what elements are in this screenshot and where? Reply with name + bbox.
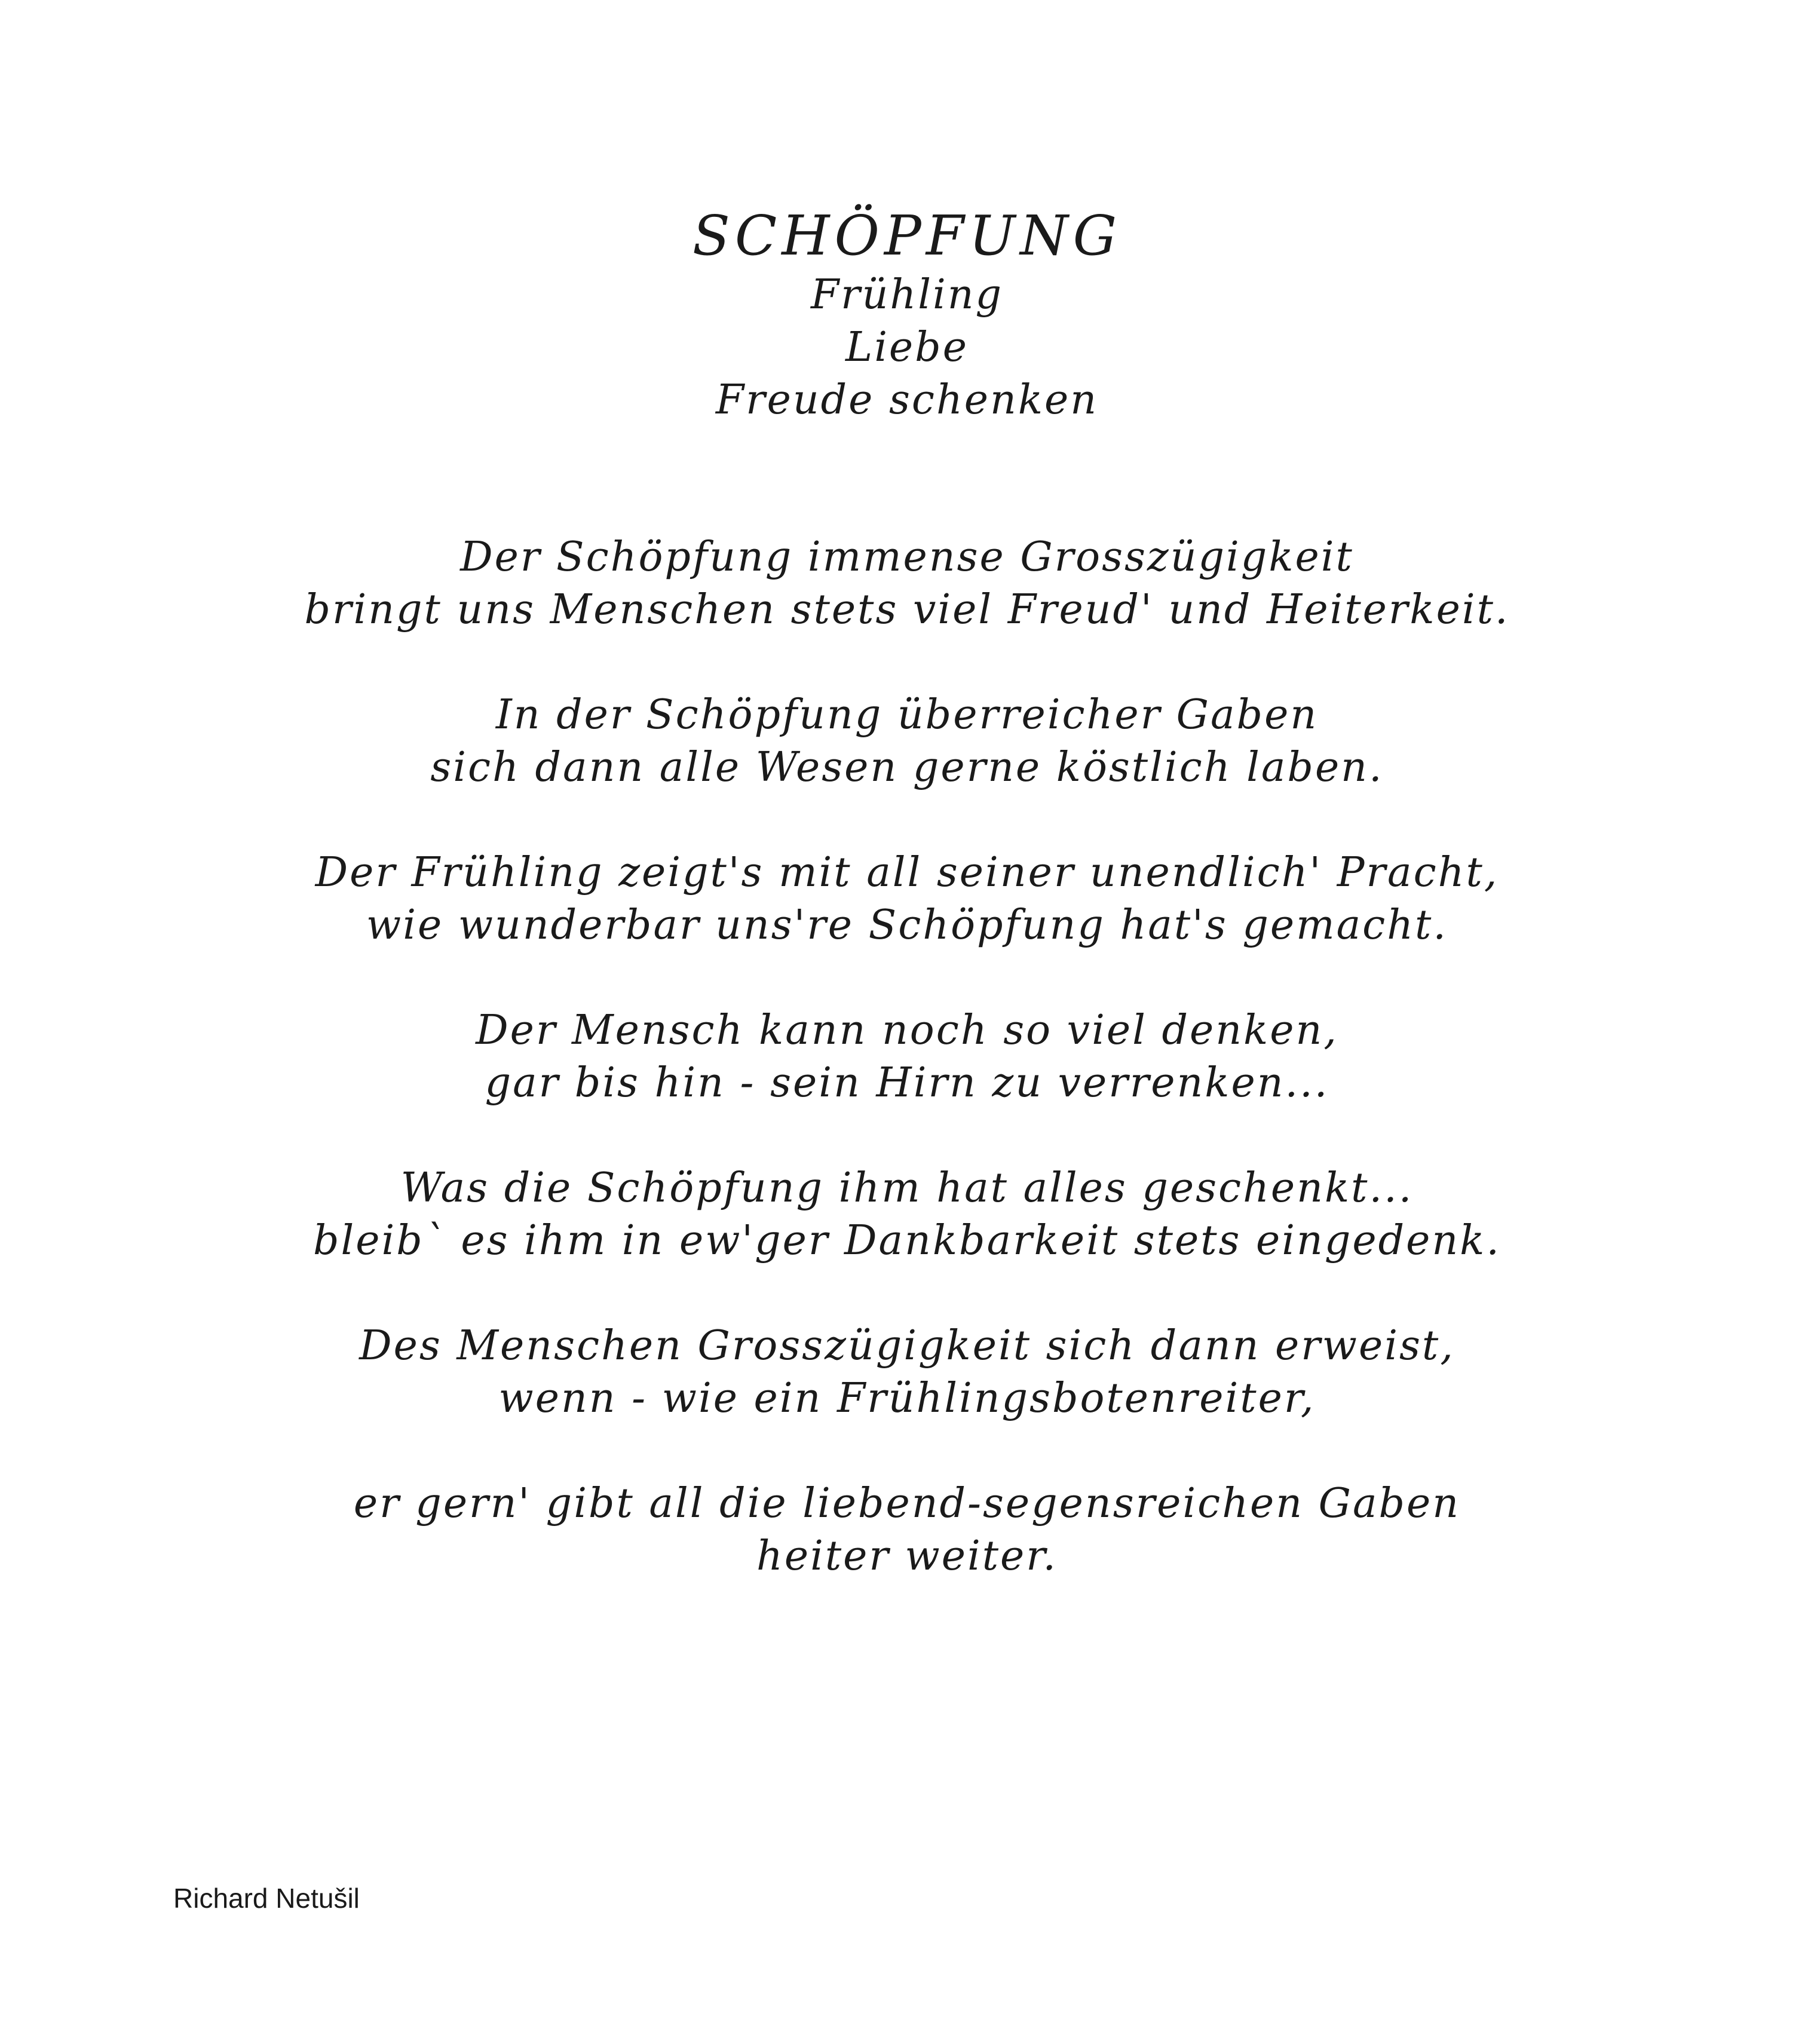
poem-line: Was die Schöpfung ihm hat alles geschenkt... <box>400 1165 1414 1212</box>
poem-line: Der Mensch kann noch so viel denken, <box>476 1007 1338 1054</box>
stanza <box>0 1320 1814 1425</box>
stanza <box>0 689 1814 794</box>
author-name: Richard Netušil <box>173 1883 360 1914</box>
poem-line: In der Schöpfung überreicher Gaben <box>495 691 1319 738</box>
poem-line: sich dann alle Wesen gerne köstlich laben. <box>430 744 1384 791</box>
stanza <box>0 1004 1814 1110</box>
poem-line: wie wunderbar uns're Schöpfung hat's gemacht. <box>366 902 1448 949</box>
subtitle-line: Liebe <box>845 324 969 371</box>
stanza <box>0 1478 1814 1583</box>
poem-line: Des Menschen Grosszügigkeit sich dann erweist, <box>359 1322 1455 1369</box>
poem-line: gar bis hin - sein Hirn zu verrenken... <box>485 1059 1329 1107</box>
poem-line: wenn - wie ein Frühlingsbotenreiter, <box>498 1375 1316 1422</box>
poem-line: Der Frühling zeigt's mit all seiner unendlich' Pracht, <box>315 849 1499 896</box>
poem-line: heiter weiter. <box>756 1533 1058 1580</box>
poem-line: er gern' gibt all die liebend-segensreichen Gaben <box>353 1480 1461 1527</box>
subtitle-line: Freude schenken <box>715 376 1099 424</box>
poem-subtitle <box>0 269 1814 427</box>
stanza <box>0 1162 1814 1267</box>
poem-line: bringt uns Menschen stets viel Freud' und Heiterkeit. <box>304 586 1510 633</box>
poem-line: bleib` es ihm in ew'ger Dankbarkeit stets eingedenk. <box>312 1217 1501 1264</box>
stanza <box>0 847 1814 952</box>
stanza <box>0 531 1814 636</box>
poem <box>0 203 1814 1635</box>
poem-line: Der Schöpfung immense Grosszügigkeit <box>460 534 1354 581</box>
poem-body <box>0 531 1814 1583</box>
poem-title: SCHÖPFUNG <box>692 204 1122 268</box>
subtitle-line: Frühling <box>810 271 1004 318</box>
